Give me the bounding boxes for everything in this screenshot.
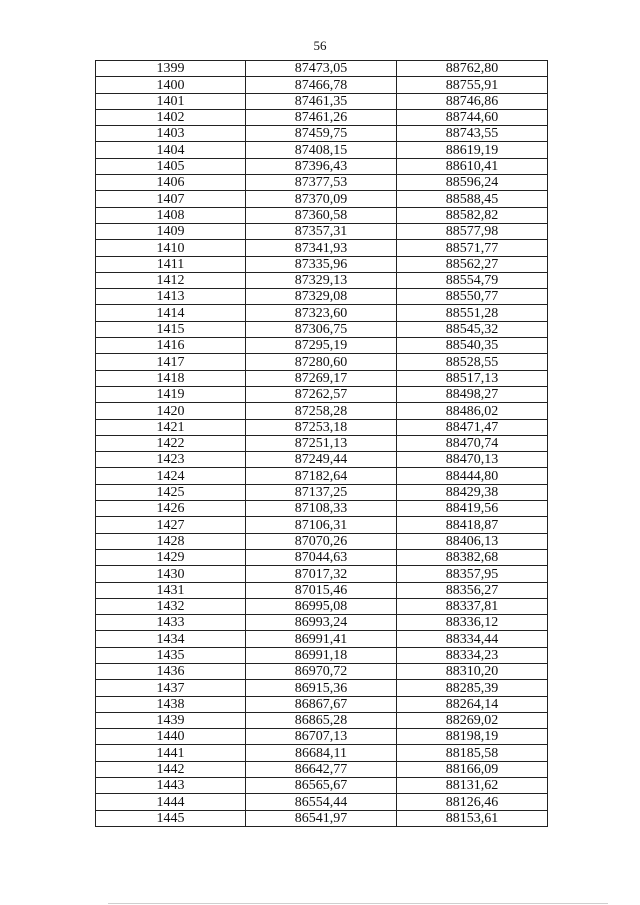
table-row [96,272,548,288]
table-row [96,354,548,370]
point-number-cell: 1442 [96,761,246,777]
point-number-cell: 1425 [96,484,246,500]
table-row [96,729,548,745]
point-number-cell: 1420 [96,403,246,419]
y-coordinate-cell: 88562,27 [397,256,548,272]
y-coordinate-cell: 88429,38 [397,484,548,500]
x-coordinate-cell: 87108,33 [246,501,397,517]
y-coordinate-cell: 88444,80 [397,468,548,484]
point-number-cell: 1434 [96,631,246,647]
y-coordinate-cell: 88131,62 [397,778,548,794]
y-coordinate-cell: 88743,55 [397,126,548,142]
y-coordinate-cell: 88406,13 [397,533,548,549]
x-coordinate-cell: 87396,43 [246,158,397,174]
y-coordinate-cell: 88418,87 [397,517,548,533]
point-number-cell: 1406 [96,175,246,191]
y-coordinate-cell: 88470,13 [397,452,548,468]
x-coordinate-cell: 87137,25 [246,484,397,500]
x-coordinate-cell: 87182,64 [246,468,397,484]
table-row [96,240,548,256]
x-coordinate-cell: 86565,67 [246,778,397,794]
page-bottom-line [108,903,608,904]
table-row [96,631,548,647]
point-number-cell: 1419 [96,386,246,402]
y-coordinate-cell: 88577,98 [397,223,548,239]
table-row [96,680,548,696]
table-row [96,175,548,191]
point-number-cell: 1430 [96,566,246,582]
point-number-cell: 1444 [96,794,246,810]
table-row [96,501,548,517]
table-row [96,419,548,435]
y-coordinate-cell: 88334,23 [397,647,548,663]
point-number-cell: 1421 [96,419,246,435]
point-number-cell: 1416 [96,338,246,354]
table-row [96,77,548,93]
x-coordinate-cell: 86541,97 [246,810,397,826]
point-number-cell: 1418 [96,370,246,386]
y-coordinate-cell: 88382,68 [397,549,548,565]
point-number-cell: 1402 [96,109,246,125]
point-number-cell: 1435 [96,647,246,663]
y-coordinate-cell: 88310,20 [397,663,548,679]
table-row [96,810,548,826]
x-coordinate-cell: 87461,35 [246,93,397,109]
y-coordinate-cell: 88153,61 [397,810,548,826]
point-number-cell: 1440 [96,729,246,745]
x-coordinate-cell: 87461,26 [246,109,397,125]
y-coordinate-cell: 88554,79 [397,272,548,288]
x-coordinate-cell: 86995,08 [246,598,397,614]
table-row [96,93,548,109]
y-coordinate-cell: 88550,77 [397,289,548,305]
y-coordinate-cell: 88357,95 [397,566,548,582]
x-coordinate-cell: 87323,60 [246,305,397,321]
point-number-cell: 1433 [96,615,246,631]
x-coordinate-cell: 87106,31 [246,517,397,533]
x-coordinate-cell: 86993,24 [246,615,397,631]
point-number-cell: 1405 [96,158,246,174]
table-row [96,403,548,419]
y-coordinate-cell: 88126,46 [397,794,548,810]
x-coordinate-cell: 87269,17 [246,370,397,386]
x-coordinate-cell: 87295,19 [246,338,397,354]
x-coordinate-cell: 87335,96 [246,256,397,272]
x-coordinate-cell: 86970,72 [246,663,397,679]
table-row [96,109,548,125]
x-coordinate-cell: 86915,36 [246,680,397,696]
y-coordinate-cell: 88498,27 [397,386,548,402]
x-coordinate-cell: 87306,75 [246,321,397,337]
table-row [96,615,548,631]
table-row [96,517,548,533]
table-row [96,207,548,223]
table-row [96,338,548,354]
y-coordinate-cell: 88528,55 [397,354,548,370]
x-coordinate-cell: 86707,13 [246,729,397,745]
y-coordinate-cell: 88540,35 [397,338,548,354]
table-row [96,370,548,386]
x-coordinate-cell: 87329,13 [246,272,397,288]
y-coordinate-cell: 88166,09 [397,761,548,777]
point-number-cell: 1437 [96,680,246,696]
x-coordinate-cell: 87341,93 [246,240,397,256]
y-coordinate-cell: 88762,80 [397,61,548,77]
point-number-cell: 1404 [96,142,246,158]
y-coordinate-cell: 88755,91 [397,77,548,93]
point-number-cell: 1409 [96,223,246,239]
point-number-cell: 1431 [96,582,246,598]
table-row [96,158,548,174]
x-coordinate-cell: 87459,75 [246,126,397,142]
point-number-cell: 1422 [96,435,246,451]
table-row [96,386,548,402]
table-row [96,142,548,158]
x-coordinate-cell: 86991,41 [246,631,397,647]
x-coordinate-cell: 87466,78 [246,77,397,93]
point-number-cell: 1428 [96,533,246,549]
y-coordinate-cell: 88582,82 [397,207,548,223]
x-coordinate-cell: 87044,63 [246,549,397,565]
y-coordinate-cell: 88588,45 [397,191,548,207]
y-coordinate-cell: 88610,41 [397,158,548,174]
point-number-cell: 1414 [96,305,246,321]
y-coordinate-cell: 88185,58 [397,745,548,761]
y-coordinate-cell: 88470,74 [397,435,548,451]
table-row [96,794,548,810]
point-number-cell: 1413 [96,289,246,305]
point-number-cell: 1417 [96,354,246,370]
table-row [96,582,548,598]
table-row [96,126,548,142]
y-coordinate-cell: 88517,13 [397,370,548,386]
table-row [96,468,548,484]
table-row [96,761,548,777]
table-row [96,549,548,565]
point-number-cell: 1408 [96,207,246,223]
table-row [96,647,548,663]
table-row [96,663,548,679]
table-row [96,435,548,451]
x-coordinate-cell: 87070,26 [246,533,397,549]
point-number-cell: 1410 [96,240,246,256]
table-row [96,223,548,239]
point-number-cell: 1432 [96,598,246,614]
x-coordinate-cell: 87329,08 [246,289,397,305]
x-coordinate-cell: 86554,44 [246,794,397,810]
x-coordinate-cell: 86865,28 [246,712,397,728]
x-coordinate-cell: 87249,44 [246,452,397,468]
table-row [96,566,548,582]
point-number-cell: 1429 [96,549,246,565]
point-number-cell: 1426 [96,501,246,517]
table-row [96,745,548,761]
x-coordinate-cell: 87253,18 [246,419,397,435]
x-coordinate-cell: 87370,09 [246,191,397,207]
x-coordinate-cell: 87408,15 [246,142,397,158]
y-coordinate-cell: 88264,14 [397,696,548,712]
point-number-cell: 1441 [96,745,246,761]
y-coordinate-cell: 88619,19 [397,142,548,158]
point-number-cell: 1443 [96,778,246,794]
point-number-cell: 1439 [96,712,246,728]
table-row [96,61,548,77]
point-number-cell: 1407 [96,191,246,207]
x-coordinate-cell: 87258,28 [246,403,397,419]
point-number-cell: 1438 [96,696,246,712]
point-number-cell: 1401 [96,93,246,109]
table-row [96,533,548,549]
x-coordinate-cell: 87015,46 [246,582,397,598]
page-number: 56 [313,38,327,53]
y-coordinate-cell: 88471,47 [397,419,548,435]
x-coordinate-cell: 86991,18 [246,647,397,663]
table-row [96,484,548,500]
y-coordinate-cell: 88551,28 [397,305,548,321]
point-number-cell: 1427 [96,517,246,533]
table-row [96,321,548,337]
table-row [96,452,548,468]
y-coordinate-cell: 88334,44 [397,631,548,647]
point-number-cell: 1436 [96,663,246,679]
point-number-cell: 1411 [96,256,246,272]
x-coordinate-cell: 87473,05 [246,61,397,77]
x-coordinate-cell: 87357,31 [246,223,397,239]
x-coordinate-cell: 87262,57 [246,386,397,402]
point-number-cell: 1424 [96,468,246,484]
y-coordinate-cell: 88744,60 [397,109,548,125]
y-coordinate-cell: 88198,19 [397,729,548,745]
x-coordinate-cell: 87360,58 [246,207,397,223]
table-row [96,289,548,305]
point-number-cell: 1400 [96,77,246,93]
table-row [96,696,548,712]
point-number-cell: 1403 [96,126,246,142]
point-number-cell: 1399 [96,61,246,77]
table-body [96,61,548,827]
y-coordinate-cell: 88571,77 [397,240,548,256]
table-row [96,191,548,207]
x-coordinate-cell: 87377,53 [246,175,397,191]
y-coordinate-cell: 88337,81 [397,598,548,614]
x-coordinate-cell: 86867,67 [246,696,397,712]
point-number-cell: 1423 [96,452,246,468]
table-row [96,712,548,728]
x-coordinate-cell: 87251,13 [246,435,397,451]
y-coordinate-cell: 88419,56 [397,501,548,517]
y-coordinate-cell: 88486,02 [397,403,548,419]
point-number-cell: 1412 [96,272,246,288]
point-number-cell: 1445 [96,810,246,826]
x-coordinate-cell: 86642,77 [246,761,397,777]
x-coordinate-cell: 87280,60 [246,354,397,370]
table-row [96,305,548,321]
y-coordinate-cell: 88596,24 [397,175,548,191]
coordinates-table [95,60,548,827]
y-coordinate-cell: 88746,86 [397,93,548,109]
point-number-cell: 1415 [96,321,246,337]
y-coordinate-cell: 88356,27 [397,582,548,598]
y-coordinate-cell: 88336,12 [397,615,548,631]
y-coordinate-cell: 88269,02 [397,712,548,728]
table-row [96,256,548,272]
x-coordinate-cell: 86684,11 [246,745,397,761]
x-coordinate-cell: 87017,32 [246,566,397,582]
y-coordinate-cell: 88285,39 [397,680,548,696]
y-coordinate-cell: 88545,32 [397,321,548,337]
table-row [96,778,548,794]
table-row [96,598,548,614]
